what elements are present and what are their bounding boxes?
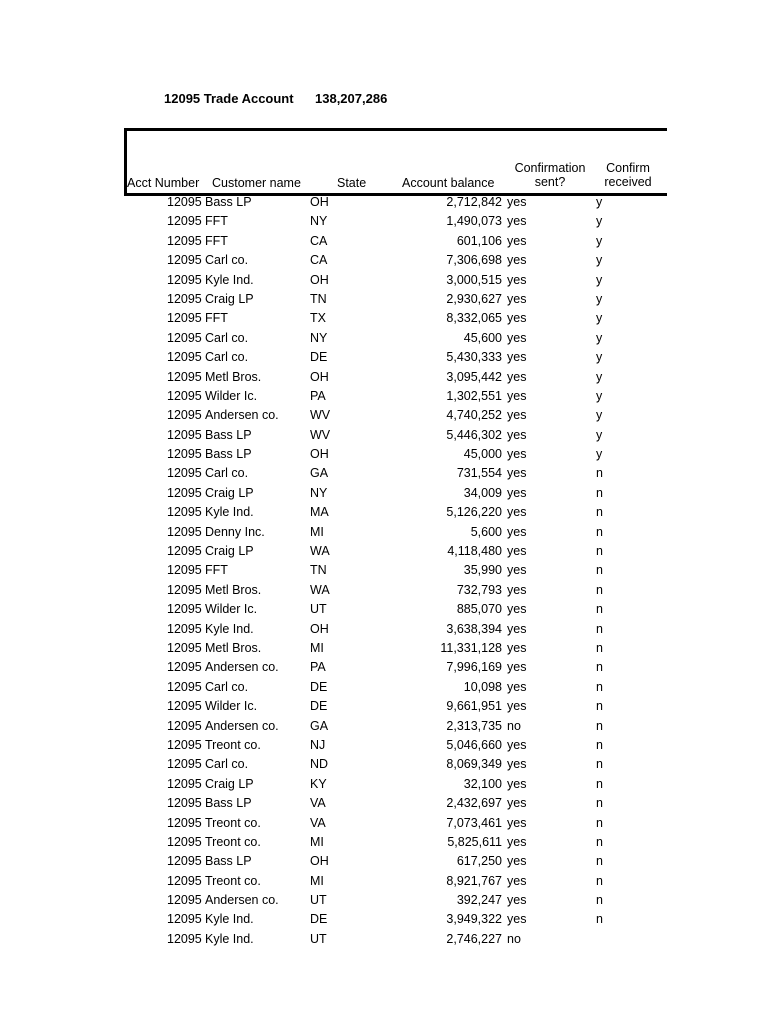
- account-balance-cell: 2,313,735: [446, 718, 502, 733]
- table-row: [0, 698, 768, 717]
- state-cell: MI: [310, 834, 324, 849]
- confirm-received-cell: n: [596, 466, 603, 481]
- acct-number-cell: 12095: [167, 447, 202, 462]
- customer-name-cell: Craig LP: [205, 485, 254, 500]
- customer-name-cell: Carl co.: [205, 350, 249, 365]
- account-balance-cell: 5,046,660: [446, 737, 502, 752]
- confirmation-sent-cell: yes: [507, 621, 527, 636]
- account-balance-cell: 35,990: [463, 563, 502, 578]
- table-row: [0, 931, 768, 950]
- acct-number-cell: 12095: [167, 214, 202, 229]
- customer-name-cell: Carl co.: [205, 253, 249, 268]
- confirm-received-cell: n: [596, 660, 603, 675]
- state-cell: KY: [310, 776, 327, 791]
- table-row: [0, 601, 768, 620]
- confirm-received-cell: y: [596, 447, 603, 462]
- account-balance-cell: 8,332,065: [446, 311, 502, 326]
- confirmation-sent-cell: yes: [507, 408, 527, 423]
- table-row: [0, 427, 768, 446]
- confirm-received-cell: n: [596, 640, 603, 655]
- acct-number-cell: 12095: [167, 272, 202, 287]
- table-row: [0, 465, 768, 484]
- table-row: [0, 291, 768, 310]
- account-balance-cell: 2,712,842: [446, 195, 502, 209]
- confirm-received-cell: n: [596, 776, 603, 791]
- table-row: [0, 194, 768, 213]
- state-cell: PA: [310, 660, 326, 675]
- customer-name-cell: Treont co.: [205, 873, 261, 888]
- customer-name-cell: Carl co.: [205, 757, 249, 772]
- account-total: 138,207,286: [315, 91, 388, 106]
- table-row: [0, 272, 768, 291]
- confirmation-sent-cell: yes: [507, 311, 527, 326]
- table-row: [0, 349, 768, 368]
- state-cell: VA: [310, 796, 326, 811]
- state-cell: TN: [310, 291, 327, 306]
- confirmation-sent-cell: yes: [507, 195, 527, 209]
- table-row: [0, 756, 768, 775]
- acct-number-cell: 12095: [167, 233, 202, 248]
- state-cell: WA: [310, 544, 330, 559]
- customer-name-cell: Bass LP: [205, 195, 252, 209]
- table-row: [0, 310, 768, 329]
- acct-number-cell: 12095: [167, 912, 202, 927]
- confirm-received-cell: n: [596, 854, 603, 869]
- customer-name-cell: FFT: [205, 563, 228, 578]
- account-balance-cell: 3,638,394: [446, 621, 502, 636]
- confirm-received-cell: y: [596, 214, 603, 229]
- header-confirm-received-line2: received: [604, 175, 652, 189]
- table-row: [0, 737, 768, 756]
- acct-number-cell: 12095: [167, 776, 202, 791]
- confirm-received-cell: n: [596, 505, 603, 520]
- confirm-received-cell: y: [596, 330, 603, 345]
- state-cell: TN: [310, 563, 327, 578]
- customer-name-cell: Bass LP: [205, 447, 252, 462]
- confirmation-sent-cell: yes: [507, 350, 527, 365]
- confirm-received-cell: n: [596, 602, 603, 617]
- state-cell: DE: [310, 679, 328, 694]
- confirmation-sent-cell: yes: [507, 291, 527, 306]
- account-balance-cell: 7,073,461: [446, 815, 502, 830]
- table-row: [0, 407, 768, 426]
- table-row: [0, 446, 768, 465]
- header-confirm-received-line1: Confirm: [606, 161, 650, 175]
- customer-name-cell: Carl co.: [205, 679, 249, 694]
- customer-name-cell: FFT: [205, 233, 228, 248]
- confirm-received-cell: y: [596, 272, 603, 287]
- confirm-received-cell: n: [596, 544, 603, 559]
- acct-number-cell: 12095: [167, 330, 202, 345]
- account-balance-cell: 3,949,322: [446, 912, 502, 927]
- account-balance-cell: 45,000: [463, 447, 502, 462]
- state-cell: NY: [310, 485, 328, 500]
- account-balance-cell: 392,247: [456, 893, 502, 908]
- state-cell: MI: [310, 524, 324, 539]
- acct-number-cell: 12095: [167, 544, 202, 559]
- confirm-received-cell: n: [596, 563, 603, 578]
- confirm-received-cell: n: [596, 582, 603, 597]
- table-row: [0, 892, 768, 911]
- state-cell: OH: [310, 195, 329, 209]
- account-balance-cell: 4,118,480: [447, 544, 502, 559]
- account-balance-cell: 3,095,442: [446, 369, 502, 384]
- confirmation-sent-cell: yes: [507, 815, 527, 830]
- acct-number-cell: 12095: [167, 815, 202, 830]
- acct-number-cell: 12095: [167, 796, 202, 811]
- table-row: [0, 911, 768, 930]
- acct-number-cell: 12095: [167, 621, 202, 636]
- confirm-received-cell: y: [596, 408, 603, 423]
- state-cell: MI: [310, 873, 324, 888]
- account-balance-cell: 8,069,349: [446, 757, 502, 772]
- account-balance-cell: 1,302,551: [446, 388, 502, 403]
- acct-number-cell: 12095: [167, 873, 202, 888]
- state-cell: ND: [310, 757, 329, 772]
- confirmation-sent-cell: yes: [507, 447, 527, 462]
- state-cell: CA: [310, 253, 328, 268]
- acct-number-cell: 12095: [167, 466, 202, 481]
- acct-number-cell: 12095: [167, 485, 202, 500]
- account-balance-cell: 885,070: [456, 602, 502, 617]
- table-row: [0, 621, 768, 640]
- table-row: [0, 330, 768, 349]
- account-balance-cell: 5,600: [470, 524, 502, 539]
- state-cell: DE: [310, 350, 328, 365]
- state-cell: OH: [310, 447, 329, 462]
- customer-name-cell: Treont co.: [205, 834, 261, 849]
- confirmation-sent-cell: yes: [507, 757, 527, 772]
- acct-number-cell: 12095: [167, 408, 202, 423]
- state-cell: OH: [310, 272, 329, 287]
- account-balance-cell: 3,000,515: [446, 272, 502, 287]
- acct-number-cell: 12095: [167, 602, 202, 617]
- table-row: [0, 524, 768, 543]
- state-cell: UT: [310, 931, 327, 946]
- acct-number-cell: 12095: [167, 660, 202, 675]
- confirmation-sent-cell: yes: [507, 466, 527, 481]
- confirmation-sent-cell: yes: [507, 485, 527, 500]
- acct-number-cell: 12095: [167, 291, 202, 306]
- confirmation-sent-cell: yes: [507, 834, 527, 849]
- account-balance-cell: 5,446,302: [446, 427, 502, 442]
- customer-name-cell: Kyle Ind.: [205, 912, 254, 927]
- state-cell: NY: [310, 214, 328, 229]
- table-row: [0, 485, 768, 504]
- acct-number-cell: 12095: [167, 524, 202, 539]
- confirm-received-cell: n: [596, 679, 603, 694]
- state-cell: UT: [310, 893, 327, 908]
- confirm-received-cell: n: [596, 621, 603, 636]
- table-row: [0, 213, 768, 232]
- account-balance-cell: 5,430,333: [446, 350, 502, 365]
- acct-number-cell: 12095: [167, 311, 202, 326]
- customer-name-cell: Kyle Ind.: [205, 931, 254, 946]
- confirm-received-cell: y: [596, 427, 603, 442]
- table-row: [0, 369, 768, 388]
- acct-number-cell: 12095: [167, 563, 202, 578]
- confirmation-sent-cell: yes: [507, 737, 527, 752]
- table-row: [0, 659, 768, 678]
- customer-name-cell: Wilder Ic.: [205, 388, 258, 403]
- account-balance-cell: 45,600: [463, 330, 502, 345]
- confirm-received-cell: n: [596, 893, 603, 908]
- state-cell: WV: [310, 427, 331, 442]
- confirm-received-cell: n: [596, 485, 603, 500]
- acct-number-cell: 12095: [167, 582, 202, 597]
- account-balance-cell: 11,331,128: [440, 640, 502, 655]
- state-cell: UT: [310, 602, 327, 617]
- confirm-received-cell: y: [596, 253, 603, 268]
- account-balance-cell: 8,921,767: [446, 873, 502, 888]
- table-row: [0, 562, 768, 581]
- account-balance-cell: 2,746,227: [446, 931, 502, 946]
- confirmation-sent-cell: yes: [507, 544, 527, 559]
- confirmation-sent-cell: yes: [507, 912, 527, 927]
- account-balance-cell: 601,106: [456, 233, 502, 248]
- confirmation-sent-cell: yes: [507, 660, 527, 675]
- acct-number-cell: 12095: [167, 854, 202, 869]
- acct-number-cell: 12095: [167, 640, 202, 655]
- state-cell: NJ: [310, 737, 326, 752]
- confirmation-sent-cell: yes: [507, 214, 527, 229]
- acct-number-cell: 12095: [167, 737, 202, 752]
- header-confirmation-sent-line1: Confirmation: [514, 161, 586, 175]
- acct-number-cell: 12095: [167, 893, 202, 908]
- confirmation-sent-cell: yes: [507, 388, 527, 403]
- customer-name-cell: Kyle Ind.: [205, 621, 254, 636]
- customer-name-cell: Andersen co.: [205, 718, 279, 733]
- account-balance-cell: 5,126,220: [446, 505, 502, 520]
- customer-name-cell: Wilder Ic.: [205, 699, 258, 714]
- account-balance-cell: 617,250: [456, 854, 502, 869]
- confirmation-sent-cell: yes: [507, 330, 527, 345]
- state-cell: TX: [310, 311, 326, 326]
- acct-number-cell: 12095: [167, 931, 202, 946]
- customer-name-cell: Craig LP: [205, 291, 254, 306]
- state-cell: OH: [310, 621, 329, 636]
- confirm-received-cell: n: [596, 737, 603, 752]
- customer-name-cell: FFT: [205, 214, 228, 229]
- customer-name-cell: Andersen co.: [205, 893, 279, 908]
- state-cell: OH: [310, 369, 329, 384]
- acct-number-cell: 12095: [167, 253, 202, 268]
- confirm-received-cell: n: [596, 912, 603, 927]
- customer-name-cell: Metl Bros.: [205, 369, 262, 384]
- state-cell: MA: [310, 505, 329, 520]
- header-state: State: [337, 176, 367, 190]
- confirm-received-cell: n: [596, 699, 603, 714]
- confirmation-sent-cell: yes: [507, 699, 527, 714]
- state-cell: OH: [310, 854, 329, 869]
- customer-name-cell: Bass LP: [205, 796, 252, 811]
- table-row: [0, 388, 768, 407]
- acct-number-cell: 12095: [167, 679, 202, 694]
- state-cell: PA: [310, 388, 326, 403]
- confirm-received-cell: n: [596, 524, 603, 539]
- customer-name-cell: Treont co.: [205, 815, 261, 830]
- customer-name-cell: Treont co.: [205, 737, 261, 752]
- confirmation-sent-cell: yes: [507, 679, 527, 694]
- customer-name-cell: Metl Bros.: [205, 640, 262, 655]
- state-cell: CA: [310, 233, 328, 248]
- confirm-received-cell: y: [596, 291, 603, 306]
- table-row: [0, 504, 768, 523]
- acct-number-cell: 12095: [167, 350, 202, 365]
- confirm-received-cell: y: [596, 233, 603, 248]
- account-balance-cell: 7,306,698: [446, 253, 502, 268]
- state-cell: DE: [310, 699, 328, 714]
- account-balance-cell: 34,009: [463, 485, 502, 500]
- confirm-received-cell: n: [596, 873, 603, 888]
- customer-name-cell: Denny Inc.: [205, 524, 265, 539]
- header-customer-name: Customer name: [212, 176, 301, 190]
- table-row: [0, 233, 768, 252]
- header-confirm-received: [598, 161, 658, 189]
- confirm-received-cell: y: [596, 311, 603, 326]
- table-row: [0, 582, 768, 601]
- confirmation-sent-cell: yes: [507, 563, 527, 578]
- customer-name-cell: Carl co.: [205, 466, 249, 481]
- confirm-received-cell: n: [596, 757, 603, 772]
- confirmation-sent-cell: yes: [507, 505, 527, 520]
- confirmation-sent-cell: yes: [507, 854, 527, 869]
- customer-name-cell: Metl Bros.: [205, 582, 262, 597]
- state-cell: GA: [310, 718, 329, 733]
- confirm-received-cell: y: [596, 388, 603, 403]
- confirmation-sent-cell: yes: [507, 427, 527, 442]
- account-balance-cell: 2,930,627: [446, 291, 502, 306]
- confirmation-sent-cell: yes: [507, 602, 527, 617]
- acct-number-cell: 12095: [167, 834, 202, 849]
- customer-name-cell: Carl co.: [205, 330, 249, 345]
- table-row: [0, 853, 768, 872]
- confirm-received-cell: n: [596, 796, 603, 811]
- table-row: [0, 543, 768, 562]
- customer-name-cell: FFT: [205, 311, 228, 326]
- account-balance-cell: 7,996,169: [446, 660, 502, 675]
- account-balance-cell: 5,825,611: [447, 834, 502, 849]
- acct-number-cell: 12095: [167, 757, 202, 772]
- confirmation-sent-cell: yes: [507, 253, 527, 268]
- acct-number-cell: 12095: [167, 699, 202, 714]
- customer-name-cell: Craig LP: [205, 776, 254, 791]
- confirmation-sent-cell: no: [507, 931, 521, 946]
- acct-number-cell: 12095: [167, 427, 202, 442]
- header-acct-number: Acct Number: [127, 176, 200, 190]
- confirmation-sent-cell: yes: [507, 272, 527, 287]
- account-balance-cell: 731,554: [456, 466, 502, 481]
- state-cell: NY: [310, 330, 328, 345]
- confirm-received-cell: y: [596, 369, 603, 384]
- confirmation-sent-cell: yes: [507, 873, 527, 888]
- account-balance-cell: 9,661,951: [446, 699, 502, 714]
- account-balance-cell: 2,432,697: [446, 796, 502, 811]
- header-confirmation-sent-line2: sent?: [534, 175, 566, 189]
- account-balance-cell: 732,793: [456, 582, 502, 597]
- account-balance-cell: 1,490,073: [446, 214, 502, 229]
- header-confirmation-sent: [510, 161, 590, 189]
- confirmation-sent-cell: yes: [507, 369, 527, 384]
- account-balance-cell: 32,100: [463, 776, 502, 791]
- customer-name-cell: Andersen co.: [205, 660, 279, 675]
- customer-name-cell: Wilder Ic.: [205, 602, 258, 617]
- state-cell: WA: [310, 582, 330, 597]
- acct-number-cell: 12095: [167, 718, 202, 733]
- customer-name-cell: Craig LP: [205, 544, 254, 559]
- table-row: [0, 252, 768, 271]
- confirmation-sent-cell: yes: [507, 893, 527, 908]
- customer-name-cell: Kyle Ind.: [205, 505, 254, 520]
- confirm-received-cell: y: [596, 350, 603, 365]
- account-balance-cell: 10,098: [463, 679, 502, 694]
- customer-name-cell: Bass LP: [205, 854, 252, 869]
- table-row: [0, 718, 768, 737]
- customer-name-cell: Bass LP: [205, 427, 252, 442]
- customer-name-cell: Kyle Ind.: [205, 272, 254, 287]
- confirmation-sent-cell: yes: [507, 640, 527, 655]
- table-row: [0, 776, 768, 795]
- state-cell: DE: [310, 912, 328, 927]
- state-cell: GA: [310, 466, 329, 481]
- account-balance-cell: 4,740,252: [446, 408, 502, 423]
- confirmation-sent-cell: no: [507, 718, 521, 733]
- table-row: [0, 679, 768, 698]
- acct-number-cell: 12095: [167, 505, 202, 520]
- confirmation-sent-cell: yes: [507, 582, 527, 597]
- sheet-title: [164, 91, 388, 106]
- confirm-received-cell: n: [596, 718, 603, 733]
- account-title: 12095 Trade Account: [164, 91, 294, 106]
- confirmation-sent-cell: yes: [507, 524, 527, 539]
- state-cell: MI: [310, 640, 324, 655]
- table-row: [0, 834, 768, 853]
- table-body: [0, 194, 768, 950]
- state-cell: VA: [310, 815, 326, 830]
- confirm-received-cell: y: [596, 195, 603, 209]
- table-row: [0, 873, 768, 892]
- confirm-received-cell: n: [596, 815, 603, 830]
- customer-name-cell: Andersen co.: [205, 408, 279, 423]
- confirmation-sent-cell: yes: [507, 233, 527, 248]
- table-row: [0, 815, 768, 834]
- table-row: [0, 795, 768, 814]
- state-cell: WV: [310, 408, 331, 423]
- confirm-received-cell: n: [596, 834, 603, 849]
- acct-number-cell: 12095: [167, 369, 202, 384]
- table-row: [0, 640, 768, 659]
- header-account-balance: Account balance: [402, 176, 495, 190]
- confirmation-sent-cell: yes: [507, 796, 527, 811]
- confirmation-sent-cell: yes: [507, 776, 527, 791]
- acct-number-cell: 12095: [167, 388, 202, 403]
- acct-number-cell: 12095: [167, 195, 202, 209]
